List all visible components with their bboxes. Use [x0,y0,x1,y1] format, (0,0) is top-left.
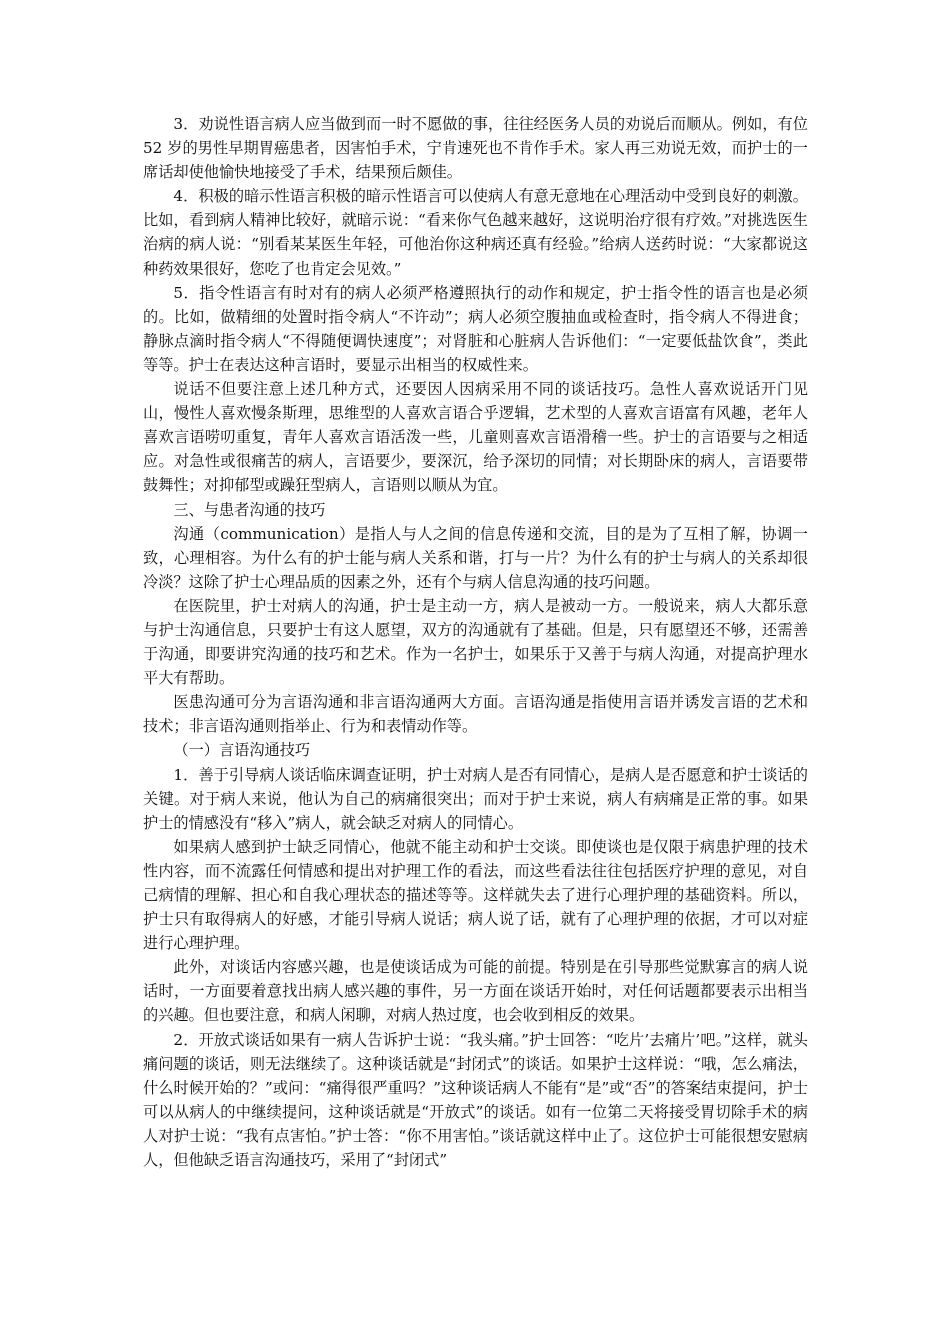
document-page [143,112,808,1172]
paragraph-positive-suggestion: 4．积极的暗示性语言积极的暗示性语言可以使病人有意无意地在心理活动中受到良好的刺激。比如，看到病人精神比较好，就暗示说：“看来你气色越来越好，这说明治疗很有疗效。”对挑选医生治病的病人说：“别看某某医生年轻，可他治你这种病还真有经验。”给病人送药时说：“大家都说这种药效果很好，您吃了也肯定会见效。” [143,187,808,278]
paragraph-lack-of-sympathy: 如果病人感到护士缺乏同情心，他就不能主动和护士交谈。即使谈也是仅限于病患护理的技术性内容，而不流露任何情感和提出对护理工作的看法，而这些看法往往包括医疗护理的意见，对自己病情的理解、担心和自我心理状态的描述等等。这样就失去了进行心理护理的基础资料。所以，护士只有取得病人的好感，才能引导病人说话；病人说了话，就有了心理护理的依据，才可以对症进行心理护理。 [143,837,808,953]
subsection-heading-verbal-skills: （一）言语沟通技巧 [173,741,311,760]
paragraph-communication-types: 医患沟通可分为言语沟通和非言语沟通两大方面。言语沟通是指使用言语并诱发言语的艺术和技术；非言语沟通则指举止、行为和表情动作等。 [143,693,808,736]
section-heading-communication-skills: 三、与患者沟通的技巧 [173,500,326,519]
paragraph-hospital-communication: 在医院里，护士对病人的沟通，护士是主动一方，病人是被动一方。一般说来，病人大都乐意与护士沟通信息，只要护士有这人愿望，双方的沟通就有了基础。但是，只有愿望还不够，还需善于沟通，即要讲究沟通的技巧和艺术。作为一名护士，如果乐于又善于与病人沟通，对提高护理水平大有帮助。 [143,596,808,688]
paragraph-talking-techniques: 说话不但要注意上述几种方式，还要因人因病采用不同的谈话技巧。急性人喜欢说话开门见山，慢性人喜欢慢条斯理，思维型的人喜欢言语合乎逻辑，艺术型的人喜欢言语富有风趣，老年人喜欢言语唠叨重复，青年人喜欢言语活泼一些，儿童则喜欢言语滑稽一些。护士的言语要与之相适应。对急性或很痛苦的病人，言语要少，要深沉，给予深切的同情；对长期卧床的病人，言语要带鼓舞性；对抑郁型或躁狂型病人，言语则以顺从为宜。 [143,380,808,495]
paragraph-interest-in-topic: 此外，对谈话内容感兴趣，也是使谈话成为可能的前提。特别是在引导那些觉默寡言的病人说话时，一方面要着意找出病人感兴趣的事件，另一方面在谈话开始时，对任何话题都要表示出相当的兴趣。但也要注意，和病人闲聊，对病人热过度，也会收到相反的效果。 [143,958,808,1025]
paragraph-communication-definition: 沟通（communication）是指人与人之间的信息传递和交流，目的是为了互相了解，协调一致，心理相容。为什么有的护士能与病人关系和谐，打与一片？为什么有的护士与病人的关系却很冷淡？这除了护士心理品质的因素之外，还有个与病人信息沟通的技巧问题。 [143,524,808,591]
paragraph-directive-language: 5．指令性语言有时对有的病人必须严格遵照执行的动作和规定，护士指令性的语言也是必须的。比如，做精细的处置时指令病人“不许动”；病人必须空腹抽血或检查时，指令病人不得进食；静脉点滴时指令病人“不得随便调快速度”；对肾脏和心脏病人告诉他们：“一定要低盐饮食”，类此等等。护士在表达这种言语时，要显示出相当的权威性来。 [143,283,808,374]
paragraph-persuasive-language: 3．劝说性语言病人应当做到而一时不愿做的事，往往经医务人员的劝说后而顺从。例如，有位 52 岁的男性早期胃癌患者，因害怕手术，宁肯速死也不肯作手术。家人再三劝说无效，而护士的一席话却使他愉快地接受了手术，结果预后颇佳。 [143,115,808,182]
paragraph-guiding-conversation: 1．善于引导病人谈话临床调查证明，护士对病人是否有同情心，是病人是否愿意和护士谈话的关键。对于病人来说，他认为自己的病痛很突出；而对于护士来说，病人有病痛是正常的事。如果护士的情感没有“移入”病人，就会缺乏对病人的同情心。 [143,765,808,832]
paragraph-open-conversation: 2．开放式谈话如果有一病人告诉护士说：“我头痛。”护士回答：“吃片’去痛片’吧。”这样，就头痛问题的谈话，则无法继续了。这种谈话就是“封闭式”的谈话。如果护士这样说：“哦，怎么痛法，什么时候开始的？”或问：“痛得很严重吗？”这种谈话病人不能有“是”或“否”的答案结束提问，护士可以从病人的中继续提问，这种谈话就是“开放式”的谈话。如有一位第二天将接受胃切除手术的病人对护士说：“我有点害怕。”护士答：“你不用害怕。”谈话就这样中止了。这位护士可能很想安慰病人，但他缺乏语言沟通技巧，采用了“封闭式” [143,1030,808,1170]
